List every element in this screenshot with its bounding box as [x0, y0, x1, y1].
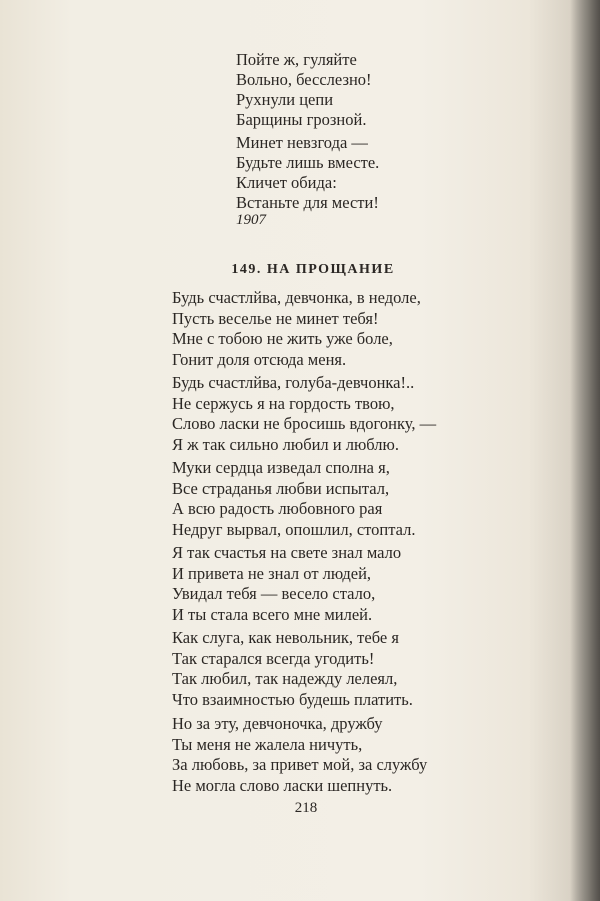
verse-line: Не могла слово ласки шепнуть.: [172, 775, 393, 795]
page-edge-shadow: [570, 0, 600, 901]
verse-line: Я так счастья на свете знал мало: [172, 543, 402, 562]
verse-line: Кличет обида:: [236, 173, 337, 192]
verse-line: Я ж так сильно любил и люблю.: [172, 434, 399, 454]
verse-line: Вольно, бесслезно!: [236, 70, 372, 89]
previous-poem-stanza: [236, 133, 379, 213]
verse-line: Недруг вырвал, опошлил, стоптал.: [172, 519, 416, 539]
poem-stanza: [172, 543, 401, 625]
verse-line: А всю радость любовного рая: [172, 499, 383, 518]
verse-line: Так любил, так надежду лелеял,: [172, 669, 398, 688]
page-number: 218: [294, 800, 318, 816]
poem-stanza: [172, 628, 413, 710]
poem-stanza: [172, 714, 427, 796]
verse-line: Мне с тобою не жить уже боле,: [172, 329, 393, 348]
poem-stanza: [172, 373, 436, 455]
verse-line: Как слуга, как невольник, тебе я: [172, 628, 399, 647]
verse-line: Гонит доля отсюда меня.: [172, 349, 347, 369]
verse-line: Рухнули цепи: [236, 90, 334, 109]
verse-line: Минет невзгода —: [236, 133, 368, 152]
verse-line: Барщины грозной.: [236, 110, 367, 129]
verse-line: Пусть веселье не минет тебя!: [172, 308, 379, 328]
verse-line: И ты стала всего мне милей.: [172, 604, 373, 624]
verse-line: Муки сердца изведал сполна я,: [172, 458, 390, 477]
verse-line: Все страданья любви испытал,: [172, 478, 390, 498]
verse-line: Не сержусь я на гордость твою,: [172, 393, 395, 413]
verse-line: За любовь, за привет мой, за службу: [172, 755, 428, 774]
poem-stanza: [172, 288, 421, 370]
verse-line: Что взаимностью будешь платить.: [172, 689, 413, 709]
verse-line: И привета не знал от людей,: [172, 563, 372, 583]
poem-title: 149. НА ПРОЩАНИЕ: [231, 262, 395, 277]
verse-line: Ты меня не жалела ничуть,: [172, 734, 363, 754]
previous-poem-stanza: [236, 50, 372, 130]
verse-line: Слово ласки не бросишь вдогонку, —: [172, 414, 437, 433]
verse-line: Пойте ж, гуляйте: [236, 50, 357, 69]
verse-line: Будь счастлйва, голуба-девчонка!..: [172, 373, 415, 392]
verse-line: Будь счастлйва, девчонка, в недоле,: [172, 288, 421, 307]
verse-line: Увидал тебя — весело стало,: [172, 584, 376, 603]
verse-line: Встаньте для мести!: [236, 193, 379, 212]
verse-line: Так старался всегда угодить!: [172, 648, 375, 668]
poem-stanza: [172, 458, 415, 540]
verse-line: Будьте лишь вместе.: [236, 153, 380, 172]
poem-year: 1907: [236, 212, 266, 228]
verse-line: Но за эту, девчоночка, дружбу: [172, 714, 383, 733]
